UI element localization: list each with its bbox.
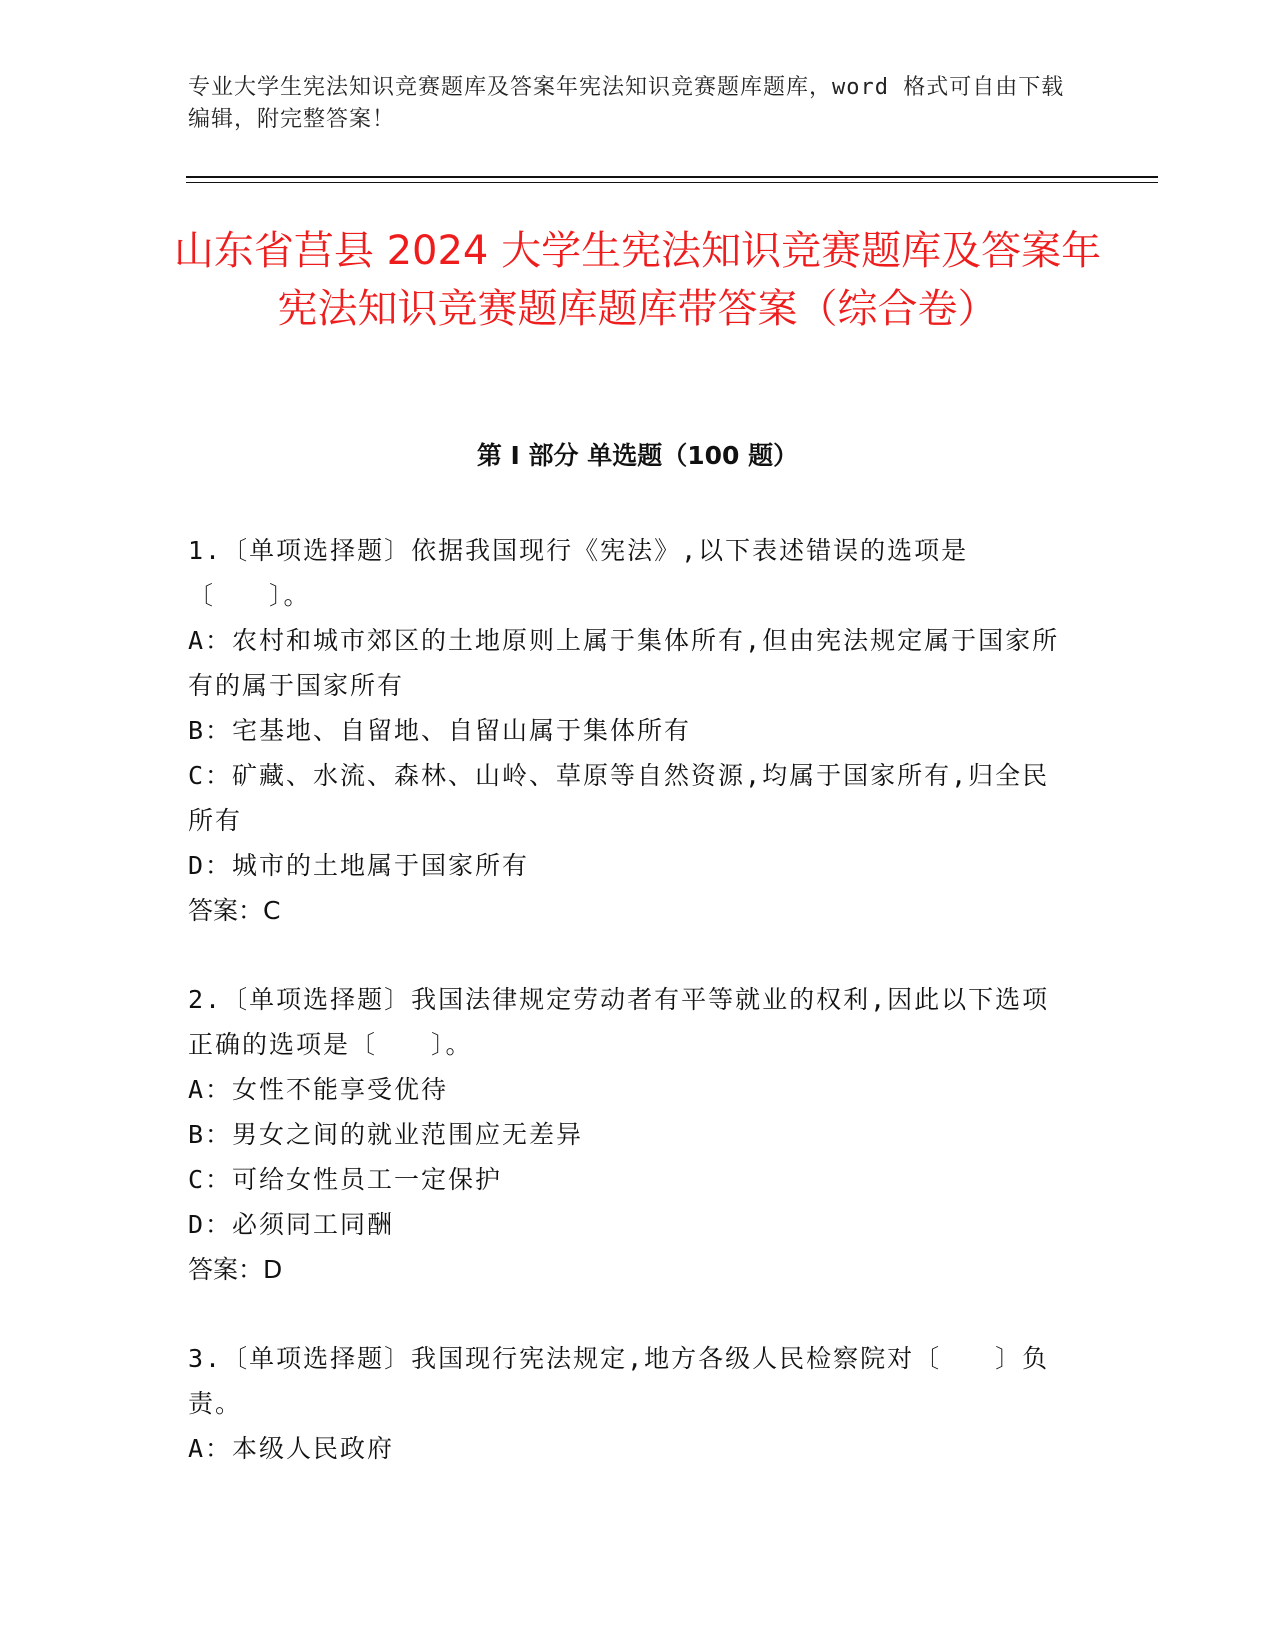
option-a: A：本级人民政府 (188, 1434, 395, 1463)
question-stem: 1.〔单项选择题〕依据我国现行《宪法》,以下表述错误的选项是〔 〕。 (188, 536, 969, 610)
option-d: D：必须同工同酬 (188, 1210, 395, 1239)
header-divider-thin (186, 182, 1158, 183)
section-title: 第 I 部分 单选题（100 题） (476, 441, 799, 470)
question-1 (188, 528, 1068, 933)
option-b: B：男女之间的就业范围应无差异 (188, 1120, 584, 1149)
answer: 答案：C (188, 896, 281, 925)
option-d: D：城市的土地属于国家所有 (188, 851, 530, 880)
question-2 (188, 977, 1068, 1292)
option-c: C：矿藏、水流、森林、山岭、草原等自然资源,均属于国家所有,归全民所有 (188, 761, 1050, 835)
question-3 (188, 1336, 1068, 1471)
option-a: A：农村和城市郊区的土地原则上属于集体所有,但由宪法规定属于国家所有的属于国家所有 (188, 626, 1060, 700)
option-c: C：可给女性员工一定保护 (188, 1165, 503, 1194)
header-note: 专业大学生宪法知识竞赛题库及答案年宪法知识竞赛题库题库，word 格式可自由下载编辑，附完整答案！ (188, 75, 1065, 132)
option-a: A：女性不能享受优待 (188, 1075, 449, 1104)
answer: 答案：D (188, 1255, 283, 1284)
document-title: 山东省莒县 2024 大学生宪法知识竞赛题库及答案年宪法知识竞赛题库题库带答案（综合卷） (173, 228, 1102, 332)
question-stem: 2.〔单项选择题〕我国法律规定劳动者有平等就业的权利,因此以下选项正确的选项是〔 〕。 (188, 985, 1050, 1059)
question-list (188, 528, 1068, 1515)
header-divider-thick (186, 176, 1158, 178)
option-b: B：宅基地、自留地、自留山属于集体所有 (188, 716, 692, 745)
question-stem: 3.〔单项选择题〕我国现行宪法规定,地方各级人民检察院对〔 〕负责。 (188, 1344, 1050, 1418)
